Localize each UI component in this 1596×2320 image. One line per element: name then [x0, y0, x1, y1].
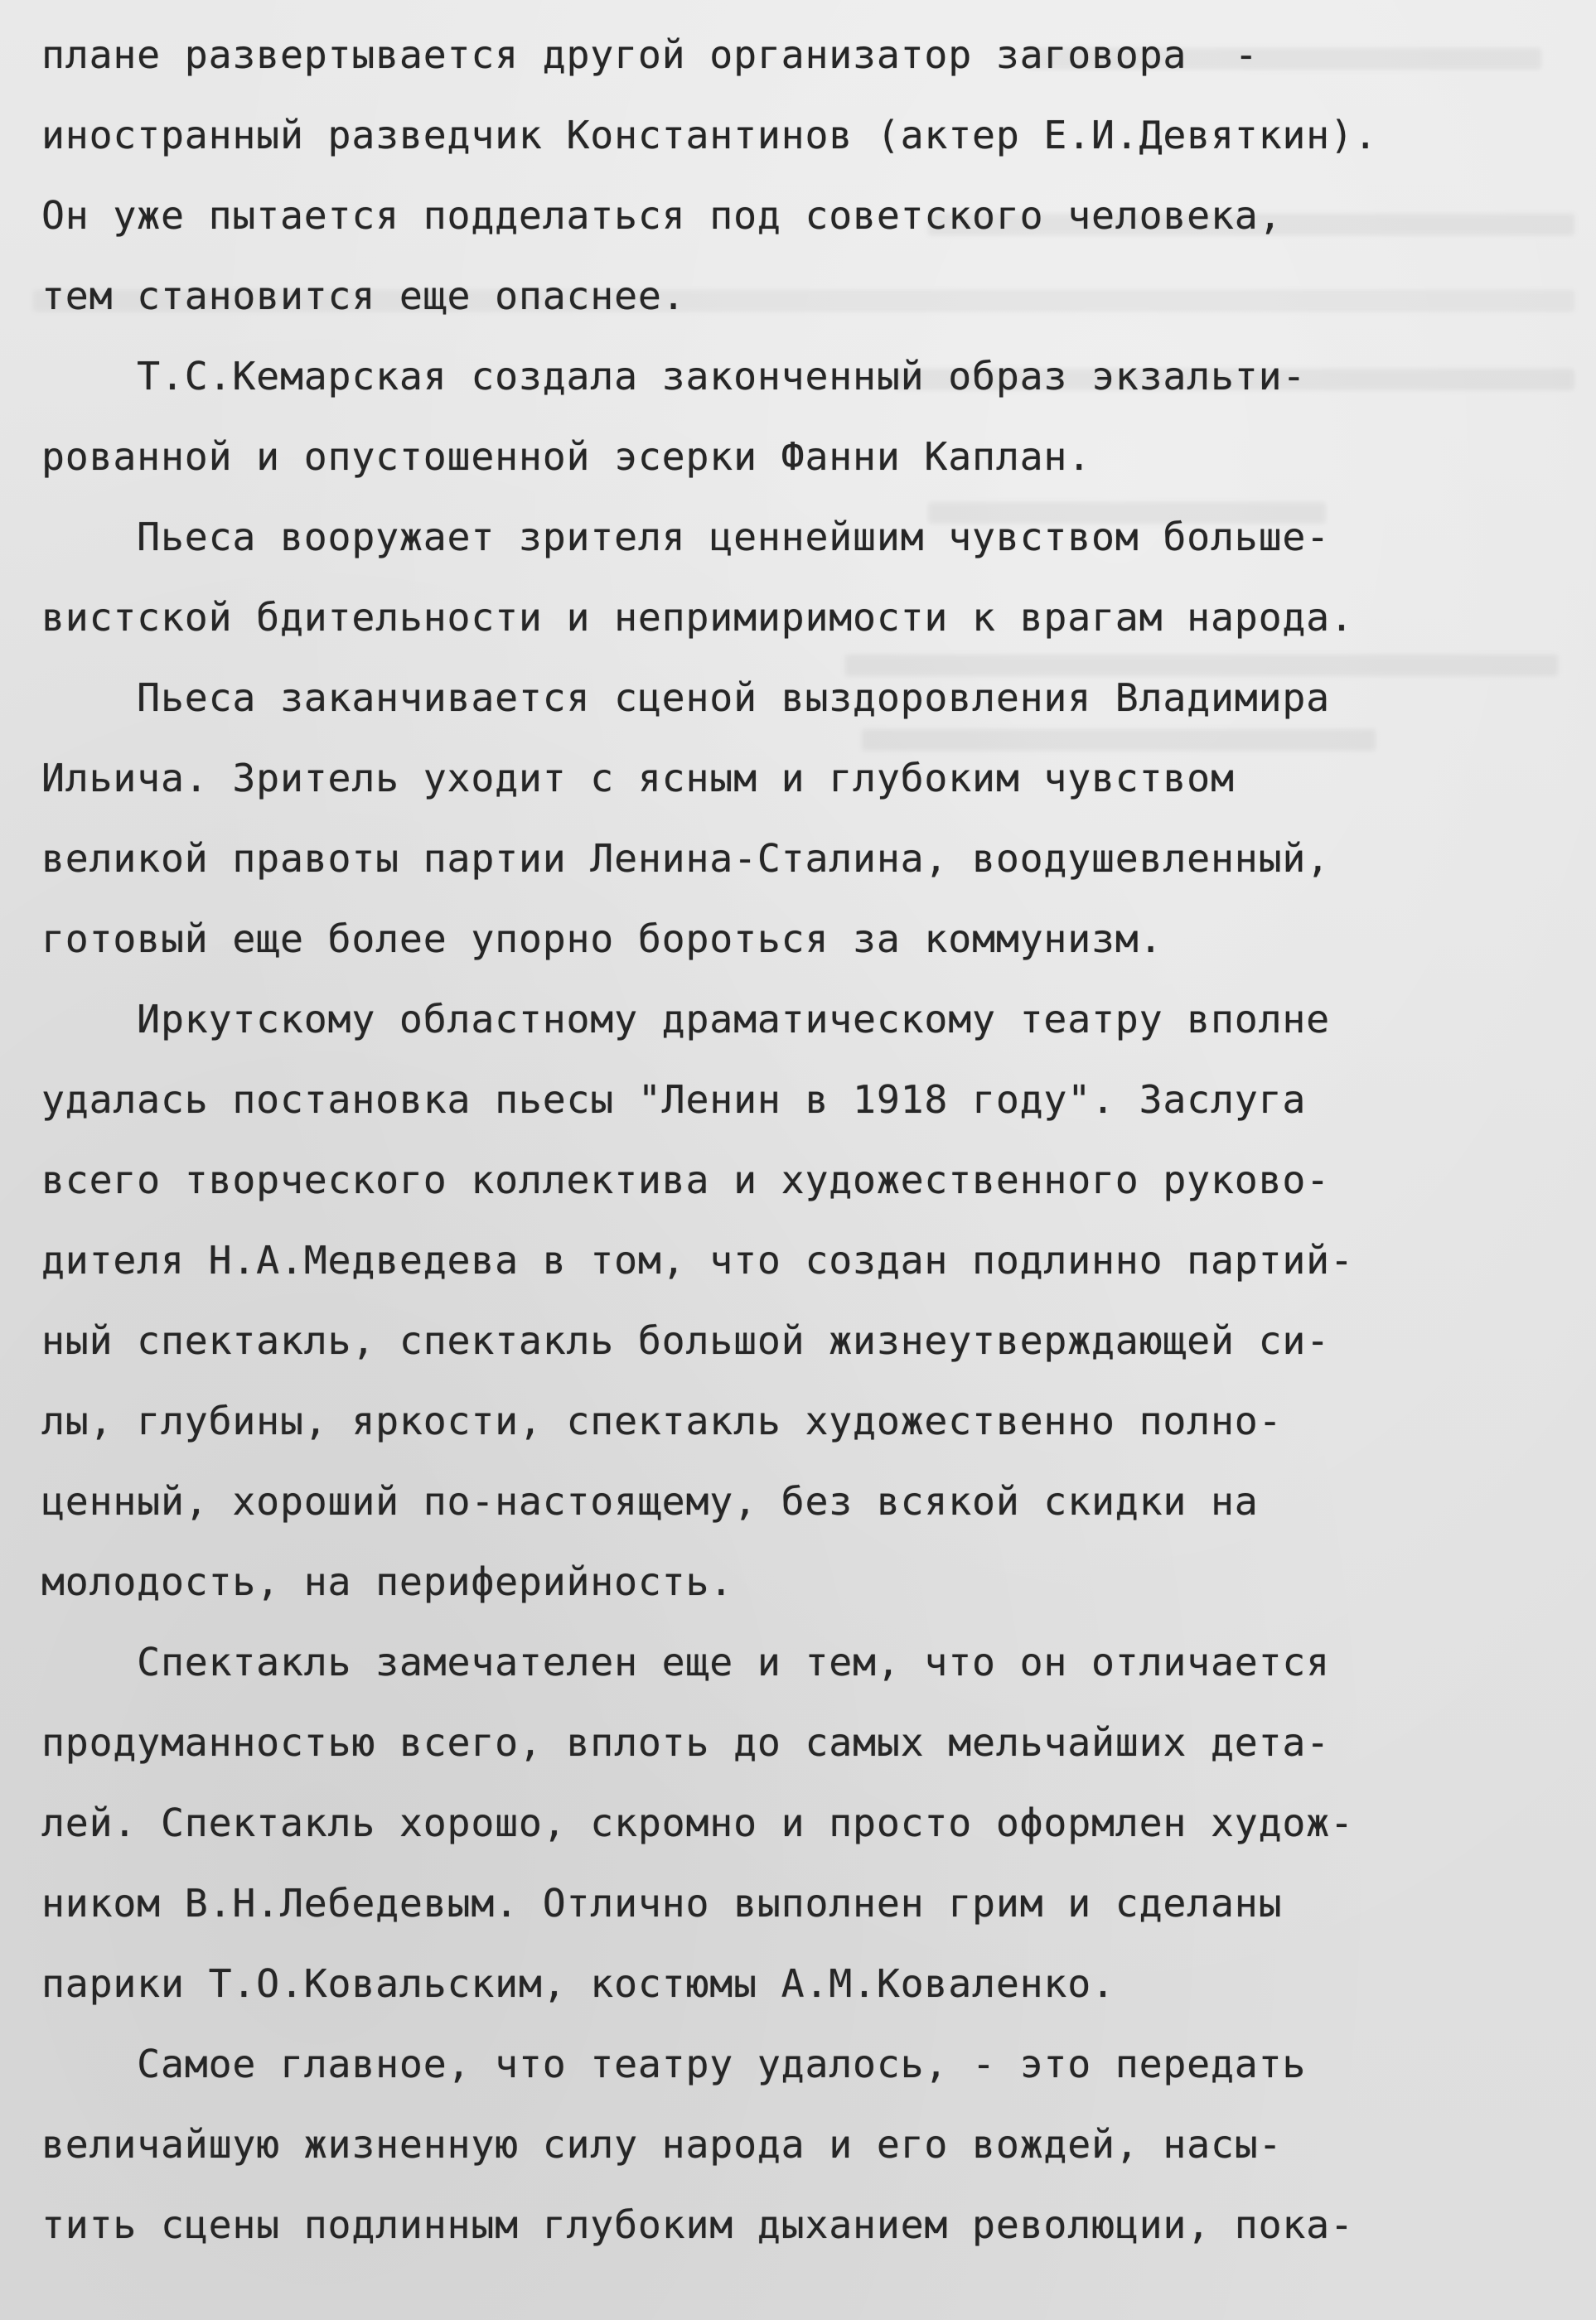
text-line: ный спектакль, спектакль большой жизнеутверждающей си-	[41, 1318, 1330, 1363]
text-line: Спектакль замечателен еще и тем, что он отличается	[41, 1640, 1330, 1684]
text-line: плане развертывается другой организатор заговора -	[41, 32, 1259, 77]
text-line: Пьеса заканчивается сценой выздоровления Владимира	[41, 675, 1330, 720]
text-line: тить сцены подлинным глубоким дыханием революции, пока-	[41, 2202, 1354, 2247]
text-line: Он уже пытается подделаться под советского человека,	[41, 193, 1283, 238]
text-line: лы, глубины, яркости, спектакль художественно полно-	[41, 1399, 1283, 1443]
text-line: Иркутскому областному драматическому театру вполне	[41, 997, 1330, 1042]
typed-text-block	[41, 15, 1558, 2265]
text-line: рованной и опустошенной эсерки Фанни Каплан.	[41, 434, 1091, 479]
text-line: ником В.Н.Лебедевым. Отлично выполнен грим и сделаны	[41, 1881, 1283, 1926]
text-line: лей. Спектакль хорошо, скромно и просто оформлен худож-	[41, 1800, 1354, 1845]
text-line: Пьеса вооружает зрителя ценнейшим чувством больше-	[41, 515, 1330, 559]
text-line: иностранный разведчик Константинов (актер Е.И.Девяткин).	[41, 113, 1378, 157]
text-line: величайшую жизненную силу народа и его вождей, насы-	[41, 2122, 1283, 2167]
text-line: дителя Н.А.Медведева в том, что создан подлинно партий-	[41, 1238, 1354, 1283]
text-line: ценный, хороший по-настоящему, без всякой скидки на	[41, 1479, 1259, 1524]
text-line: Ильича. Зритель уходит с ясным и глубоким чувством	[41, 756, 1235, 800]
text-line: тем становится еще опаснее.	[41, 273, 686, 318]
text-line: великой правоты партии Ленина-Сталина, воодушевленный,	[41, 836, 1330, 881]
text-line: Т.С.Кемарская создала законченный образ экзальти-	[41, 354, 1307, 399]
text-line: всего творческого коллектива и художественного руково-	[41, 1158, 1330, 1202]
text-line: парики Т.О.Ковальским, костюмы А.М.Коваленко.	[41, 1961, 1115, 2006]
text-line: удалась постановка пьесы "Ленин в 1918 году". Заслуга	[41, 1077, 1307, 1122]
text-line: вистской бдительности и непримиримости к врагам народа.	[41, 595, 1354, 640]
text-line: Самое главное, что театру удалось, - это передать	[41, 2042, 1307, 2086]
text-line: готовый еще более упорно бороться за коммунизм.	[41, 916, 1163, 961]
text-line: продуманностью всего, вплоть до самых мельчайших дета-	[41, 1720, 1330, 1765]
text-line: молодость, на периферийность.	[41, 1559, 734, 1604]
